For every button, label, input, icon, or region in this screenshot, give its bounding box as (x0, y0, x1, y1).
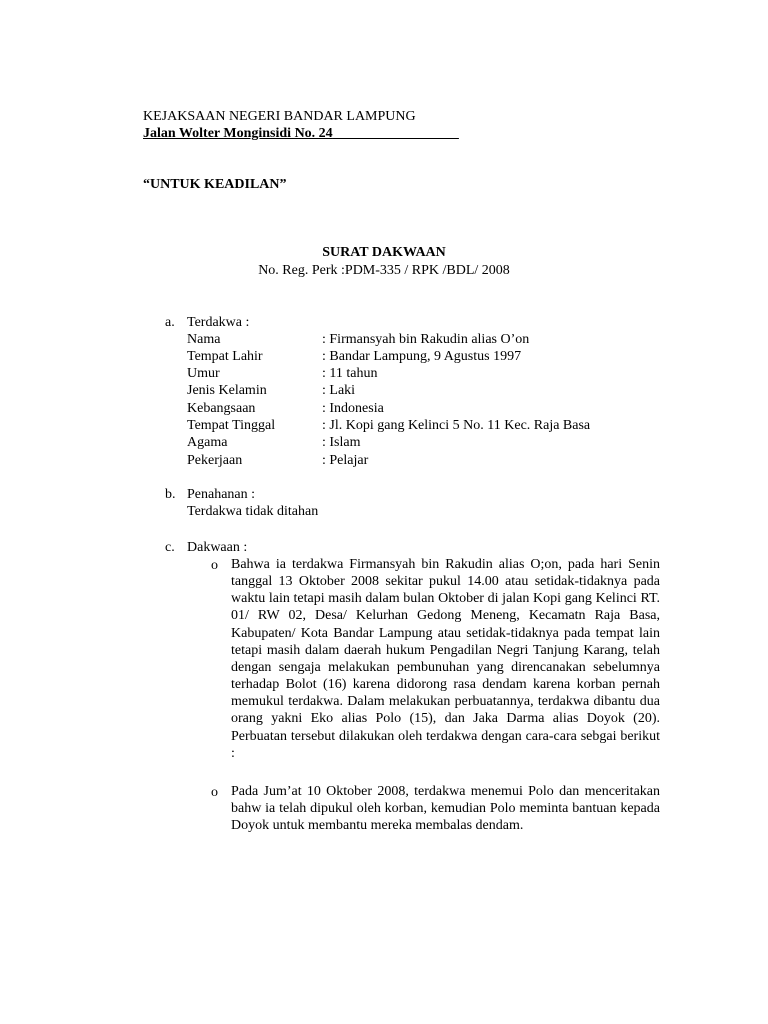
field-label: Kebangsaan (187, 401, 256, 416)
field-value: : Islam (322, 435, 361, 450)
field-value: : 11 tahun (322, 366, 378, 381)
section-b-text: Terdakwa tidak ditahan (187, 504, 319, 519)
document-title: SURAT DAKWAAN (322, 245, 446, 260)
section-a-heading: Terdakwa : (187, 315, 250, 330)
field-value: : Bandar Lampung, 9 Agustus 1997 (322, 349, 522, 364)
section-b-marker: b. (165, 487, 176, 502)
motto: “UNTUK KEADILAN” (143, 177, 287, 192)
field-row-tempat-lahir (187, 348, 627, 365)
field-label: Nama (187, 332, 221, 347)
field-value: : Jl. Kopi gang Kelinci 5 No. 11 Kec. Raja Basa (322, 418, 591, 433)
registration-number: No. Reg. Perk :PDM-335 / RPK /BDL/ 2008 (258, 263, 510, 278)
office-address-rule: __________________ (332, 126, 459, 141)
section-a-marker: a. (165, 315, 175, 330)
dakwaan-paragraph: Bahwa ia terdakwa Firmansyah bin Rakudin alias O;on, pada hari Senin tanggal 13 Oktober 2008 sekitar pukul 14.00 atau setidak-tidaknya pada waktu lain tetapi masih dalam bulan Oktober di jalan Kopi gang Kelinci RT. 01/ RW 02, Desa/ Kelurhan Gedong Meneng, Kecamatn Raja Basa, Kabupaten/ Kota Bandar Lampung atau setidak-tidaknya pada tempat lain tetapi masih dalam daerah hukum Pengadilan Negri Tanjung Karang, telah dengan sengaja melakukan pembunuhan yang direncanakan sebelumnya terhadap Bolot (16) karena didorong rasa dendam karena korban pernah memukul terdakwa. Dalam melakukan perbuatannya, terdakwa dibantu dua orang yakni Eko alias Polo (15), dan Jaka Darma alias Doyok (20). Perbuatan tersebut dilakukan oleh terdakwa dengan cara-cara sebgai berikut : (231, 557, 660, 761)
dakwaan-paragraph: Pada Jum’at 10 Oktober 2008, terdakwa menemui Polo dan menceritakan bahw ia telah dipukul oleh korban, kemudian Polo meminta bantuan kepada Doyok untuk membantu mereka membalas dendam. (231, 784, 660, 834)
field-row-agama (187, 434, 627, 451)
bullet-icon: o (211, 558, 218, 573)
field-value: : Laki (322, 383, 356, 398)
field-label: Pekerjaan (187, 453, 243, 468)
field-row-umur (187, 365, 627, 382)
field-row-jenis-kelamin (187, 382, 627, 399)
field-value: : Pelajar (322, 453, 369, 468)
field-row-pekerjaan (187, 452, 627, 469)
section-c-marker: c. (165, 540, 175, 555)
field-label: Tempat Tinggal (187, 418, 276, 433)
field-label: Agama (187, 435, 228, 450)
field-row-tempat-tinggal (187, 417, 627, 434)
office-address-text: Jalan Wolter Monginsidi No. 24 (143, 126, 333, 141)
field-value: : Indonesia (322, 401, 384, 416)
bullet-icon: o (211, 785, 218, 800)
field-row-nama (187, 331, 627, 348)
field-value: : Firmansyah bin Rakudin alias O’on (322, 332, 530, 347)
section-b-heading: Penahanan : (187, 487, 256, 502)
field-label: Jenis Kelamin (187, 383, 267, 398)
field-label: Umur (187, 366, 220, 381)
office-name: KEJAKSAAN NEGERI BANDAR LAMPUNG (143, 109, 416, 124)
field-row-kebangsaan (187, 400, 627, 417)
field-label: Tempat Lahir (187, 349, 263, 364)
section-c-heading: Dakwaan : (187, 540, 248, 555)
office-address (143, 125, 459, 142)
